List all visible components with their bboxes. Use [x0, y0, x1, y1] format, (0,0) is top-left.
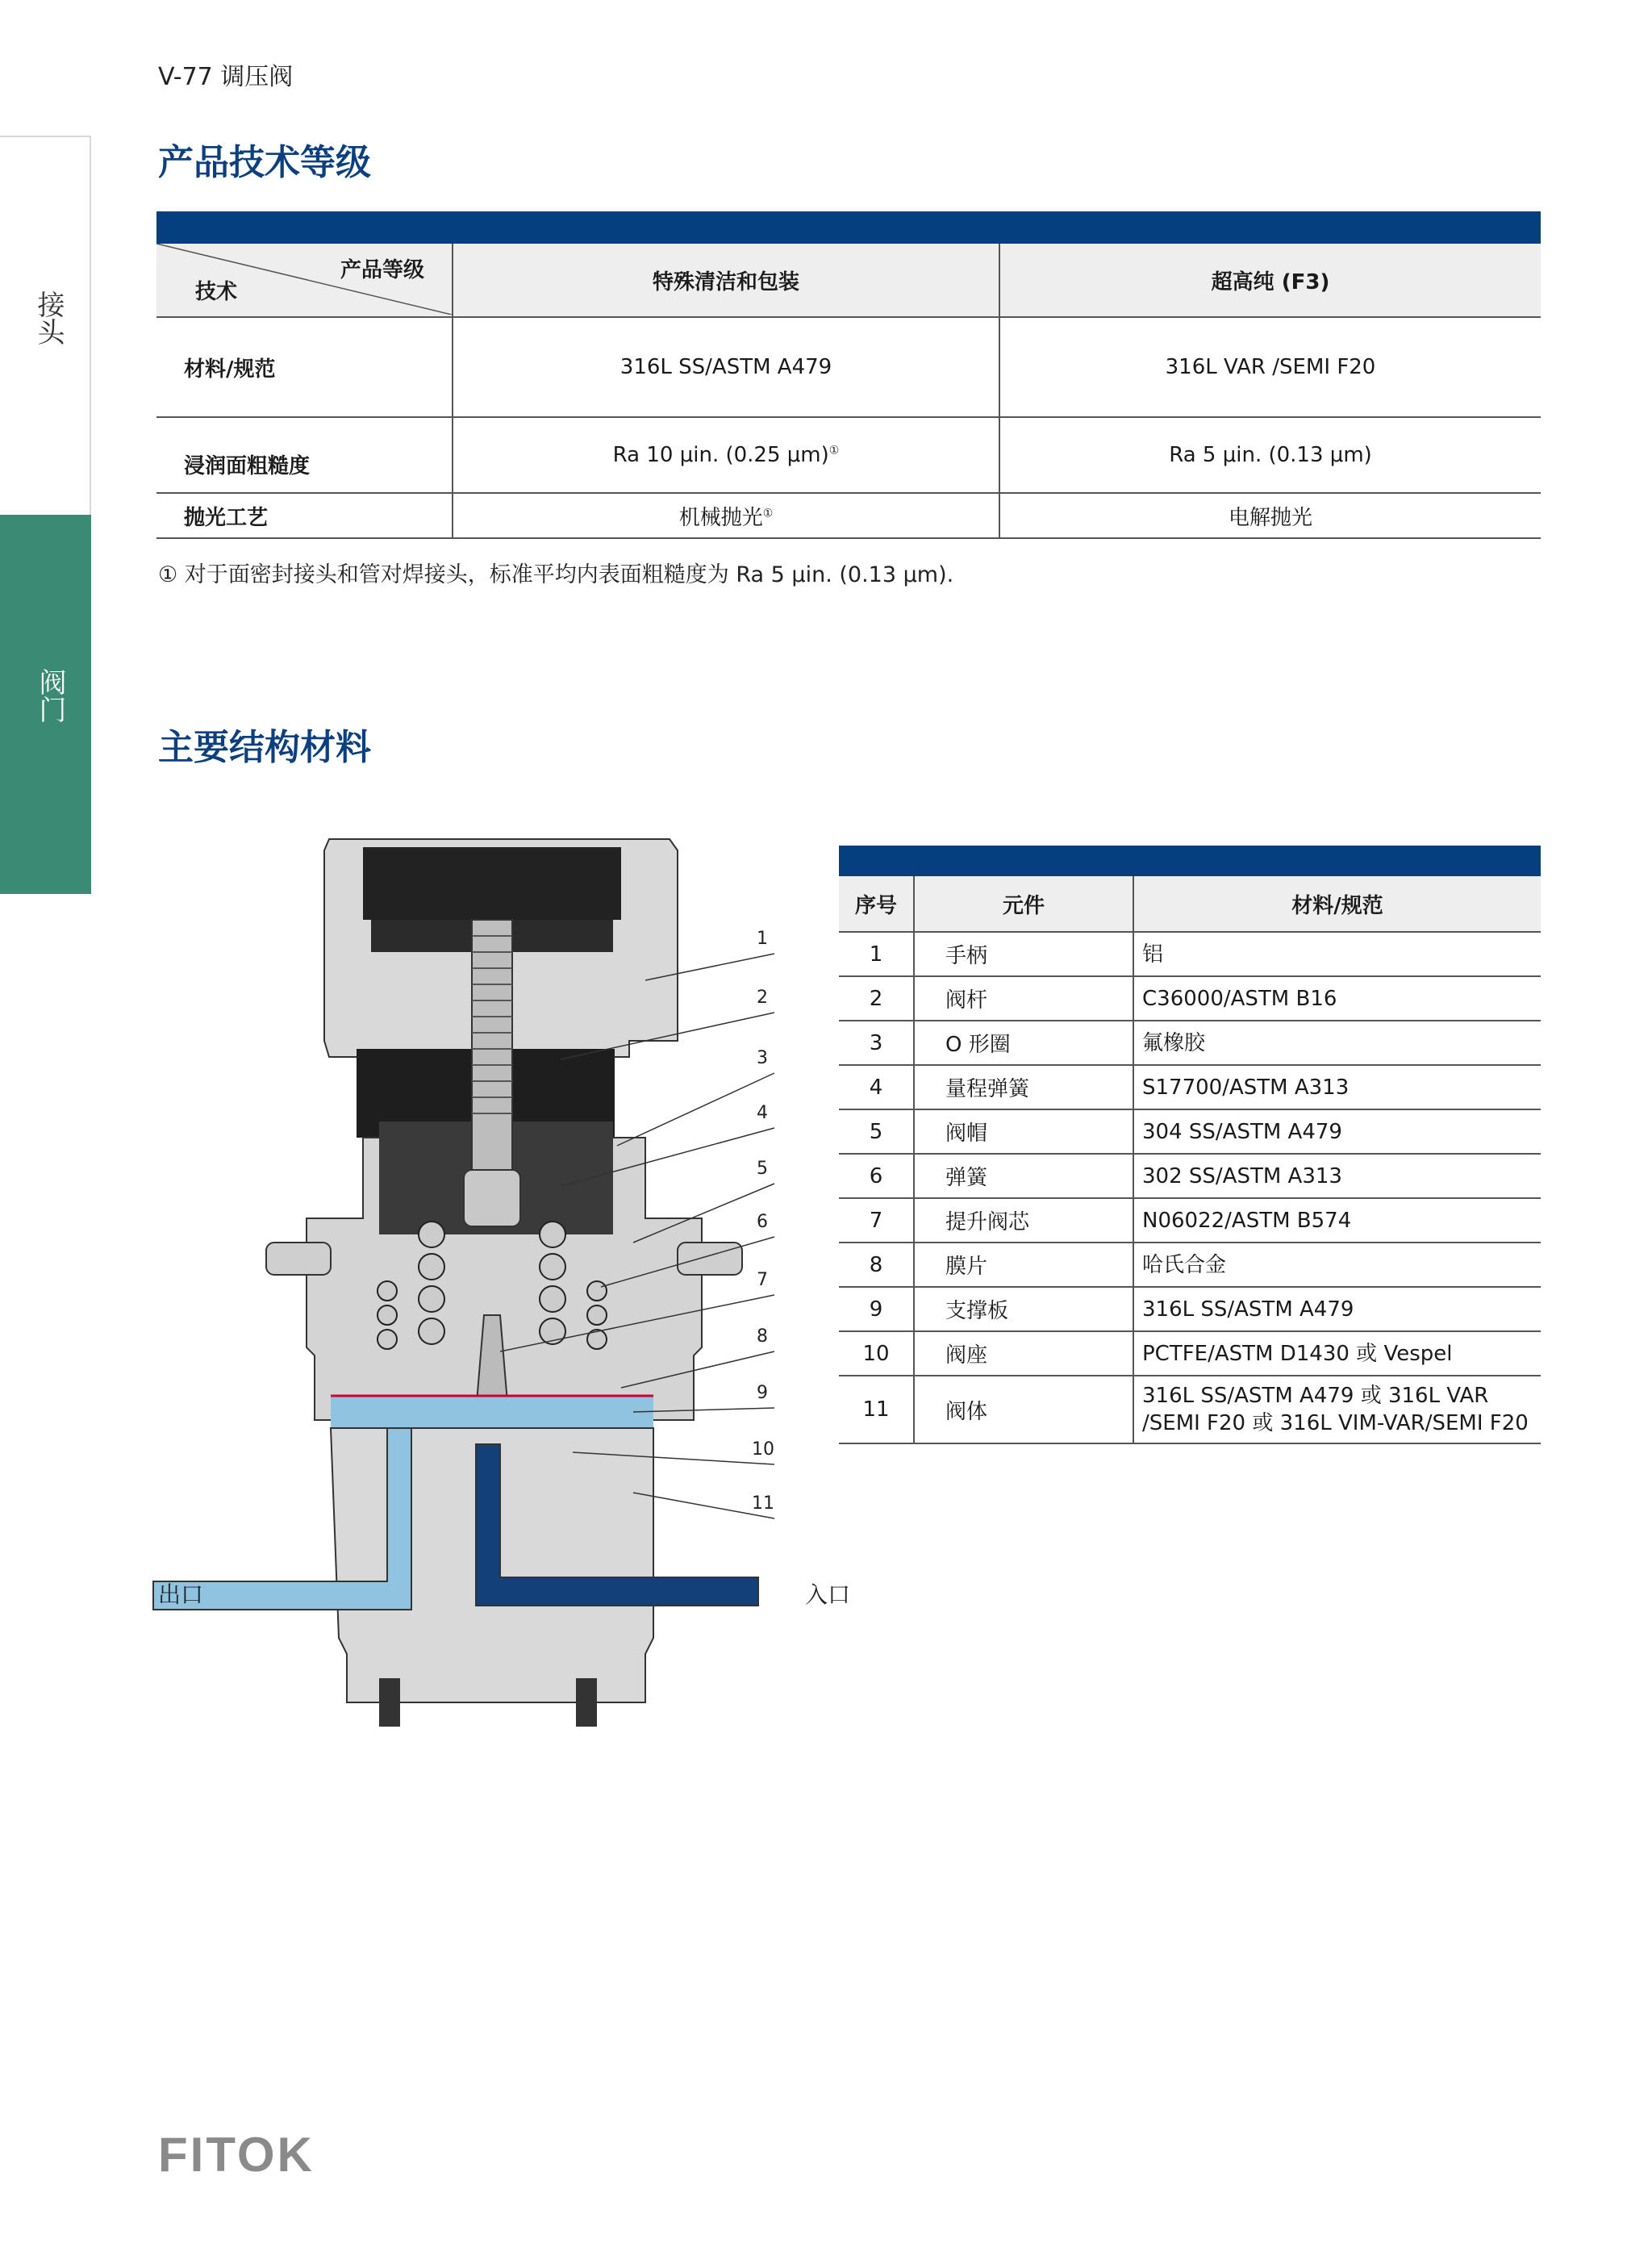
- cell-material: N06022/ASTM B574: [1133, 1198, 1541, 1243]
- cell-value: 电解抛光: [999, 493, 1541, 538]
- handle-cap: [363, 847, 621, 920]
- cell-material: 316L SS/ASTM A479: [1133, 1287, 1541, 1331]
- cell-material-line2: /SEMI F20 或 316L VIM-VAR/SEMI F20: [1142, 1411, 1529, 1435]
- inlet-label: 入口: [805, 1581, 851, 1608]
- table-row: [839, 1287, 1541, 1331]
- footnote-mark: ①: [828, 444, 840, 457]
- cell-no: 3: [839, 1021, 914, 1065]
- page-header-code: V-77 调压阀: [158, 63, 294, 91]
- cell-part: 弹簧: [914, 1154, 1133, 1198]
- table-row: [839, 1198, 1541, 1243]
- callout-5: 5: [757, 1159, 768, 1179]
- cell-material: 316L SS/ASTM A479 或 316L VAR: [1142, 1384, 1489, 1408]
- section-title-materials: 主要结构材料: [158, 727, 371, 768]
- side-tab-valves-label: 阀门: [34, 668, 66, 723]
- cell-material: 304 SS/ASTM A479: [1133, 1109, 1541, 1154]
- col-header-uhp: 超高纯 (F3): [999, 244, 1541, 317]
- stem-button: [464, 1170, 520, 1226]
- col-header-material: 材料/规范: [1133, 876, 1541, 932]
- footnote-mark: ①: [762, 506, 774, 520]
- cell-material: C36000/ASTM B16: [1133, 976, 1541, 1021]
- callout-1: 1: [757, 929, 768, 949]
- bonnet-flange-left: [266, 1243, 331, 1275]
- table-accent-bar: [156, 211, 1541, 244]
- footnote: ① 对于面密封接头和管对焊接头，标准平均内表面粗糙度为 Ra 5 μin. (0.13 μm).: [158, 562, 954, 587]
- cell-value: 316L VAR /SEMI F20: [999, 317, 1541, 417]
- cell-material: 哈氏合金: [1133, 1243, 1541, 1287]
- table-accent-bar: [839, 846, 1541, 876]
- fluid-chamber: [331, 1396, 653, 1428]
- row-label: 材料/规范: [156, 317, 453, 417]
- col-header-no: 序号: [839, 876, 914, 932]
- bonnet-flange-right: [678, 1243, 742, 1275]
- mounting-hole-left: [379, 1678, 400, 1727]
- table-row: [839, 1021, 1541, 1065]
- table-row: [156, 317, 1541, 417]
- cell-material: 氟橡胶: [1133, 1021, 1541, 1065]
- cell-no: 7: [839, 1198, 914, 1243]
- cell-part: 支撑板: [914, 1287, 1133, 1331]
- table-row: [839, 1376, 1541, 1443]
- table-row: [156, 493, 1541, 538]
- cell-material: S17700/ASTM A313: [1133, 1065, 1541, 1109]
- table-row: [156, 417, 1541, 493]
- cell-part: 阀座: [914, 1331, 1133, 1376]
- section-title-grades: 产品技术等级: [158, 142, 371, 183]
- cell-part: 量程弹簧: [914, 1065, 1133, 1109]
- callout-2: 2: [757, 988, 768, 1008]
- table-row: [839, 1065, 1541, 1109]
- callout-11: 11: [752, 1493, 774, 1514]
- table-row: [839, 976, 1541, 1021]
- regulator-cross-section-diagram: [145, 831, 807, 1735]
- cell-no: 9: [839, 1287, 914, 1331]
- mounting-hole-right: [576, 1678, 597, 1727]
- cell-no: 5: [839, 1109, 914, 1154]
- cell-part: 阀体: [914, 1376, 1133, 1443]
- corner-label-grade: 产品等级: [340, 258, 424, 282]
- cell-no: 2: [839, 976, 914, 1021]
- cell-no: 4: [839, 1065, 914, 1109]
- cell-part: 阀帽: [914, 1109, 1133, 1154]
- cell-part: 膜片: [914, 1243, 1133, 1287]
- cell-material: 302 SS/ASTM A313: [1133, 1154, 1541, 1198]
- cell-value-with-note: [453, 417, 999, 493]
- cell-material: 铝: [1133, 932, 1541, 976]
- cell-part: 手柄: [914, 932, 1133, 976]
- cell-value: 316L SS/ASTM A479: [453, 317, 999, 417]
- materials-table: [839, 846, 1541, 1444]
- callout-3: 3: [757, 1048, 768, 1068]
- callout-7: 7: [757, 1270, 768, 1290]
- table-row: [839, 1154, 1541, 1198]
- cell-value-with-note: [453, 493, 999, 538]
- cell-value: 机械抛光: [678, 505, 763, 530]
- cell-no: 10: [839, 1331, 914, 1376]
- col-header-special-clean: 特殊清洁和包装: [453, 244, 999, 317]
- callout-4: 4: [757, 1103, 768, 1123]
- brand-logo: FITOK: [158, 2128, 315, 2182]
- callout-9: 9: [757, 1383, 768, 1403]
- callout-6: 6: [757, 1212, 768, 1232]
- table-row: [839, 932, 1541, 976]
- cell-part: 阀杆: [914, 976, 1133, 1021]
- grade-table: [156, 211, 1541, 539]
- side-tab-fittings[interactable]: [0, 136, 91, 515]
- cell-no: 8: [839, 1243, 914, 1287]
- cell-value: Ra 10 μin. (0.25 μm): [612, 443, 829, 467]
- cell-part: O 形圈: [914, 1021, 1133, 1065]
- table-row: [839, 1109, 1541, 1154]
- cell-no: 11: [839, 1376, 914, 1443]
- outlet-label: 出口: [158, 1581, 204, 1608]
- cell-no: 1: [839, 932, 914, 976]
- row-label: 抛光工艺: [156, 493, 453, 538]
- cell-value: Ra 5 μin. (0.13 μm): [999, 417, 1541, 493]
- cell-material: PCTFE/ASTM D1430 或 Vespel: [1133, 1331, 1541, 1376]
- col-header-part: 元件: [914, 876, 1133, 932]
- side-tab-fittings-label: 接头: [32, 290, 65, 345]
- corner-header-cell: [156, 244, 453, 317]
- cell-material-multiline: [1133, 1376, 1541, 1443]
- table-row: [839, 1243, 1541, 1287]
- table-row: [839, 1331, 1541, 1376]
- side-tab-valves[interactable]: [0, 515, 91, 894]
- callout-8: 8: [757, 1326, 768, 1347]
- row-label: 浸润面粗糙度: [156, 417, 453, 493]
- cell-part: 提升阀芯: [914, 1198, 1133, 1243]
- callout-10: 10: [752, 1439, 774, 1460]
- corner-label-tech: 技术: [195, 280, 238, 304]
- cell-no: 6: [839, 1154, 914, 1198]
